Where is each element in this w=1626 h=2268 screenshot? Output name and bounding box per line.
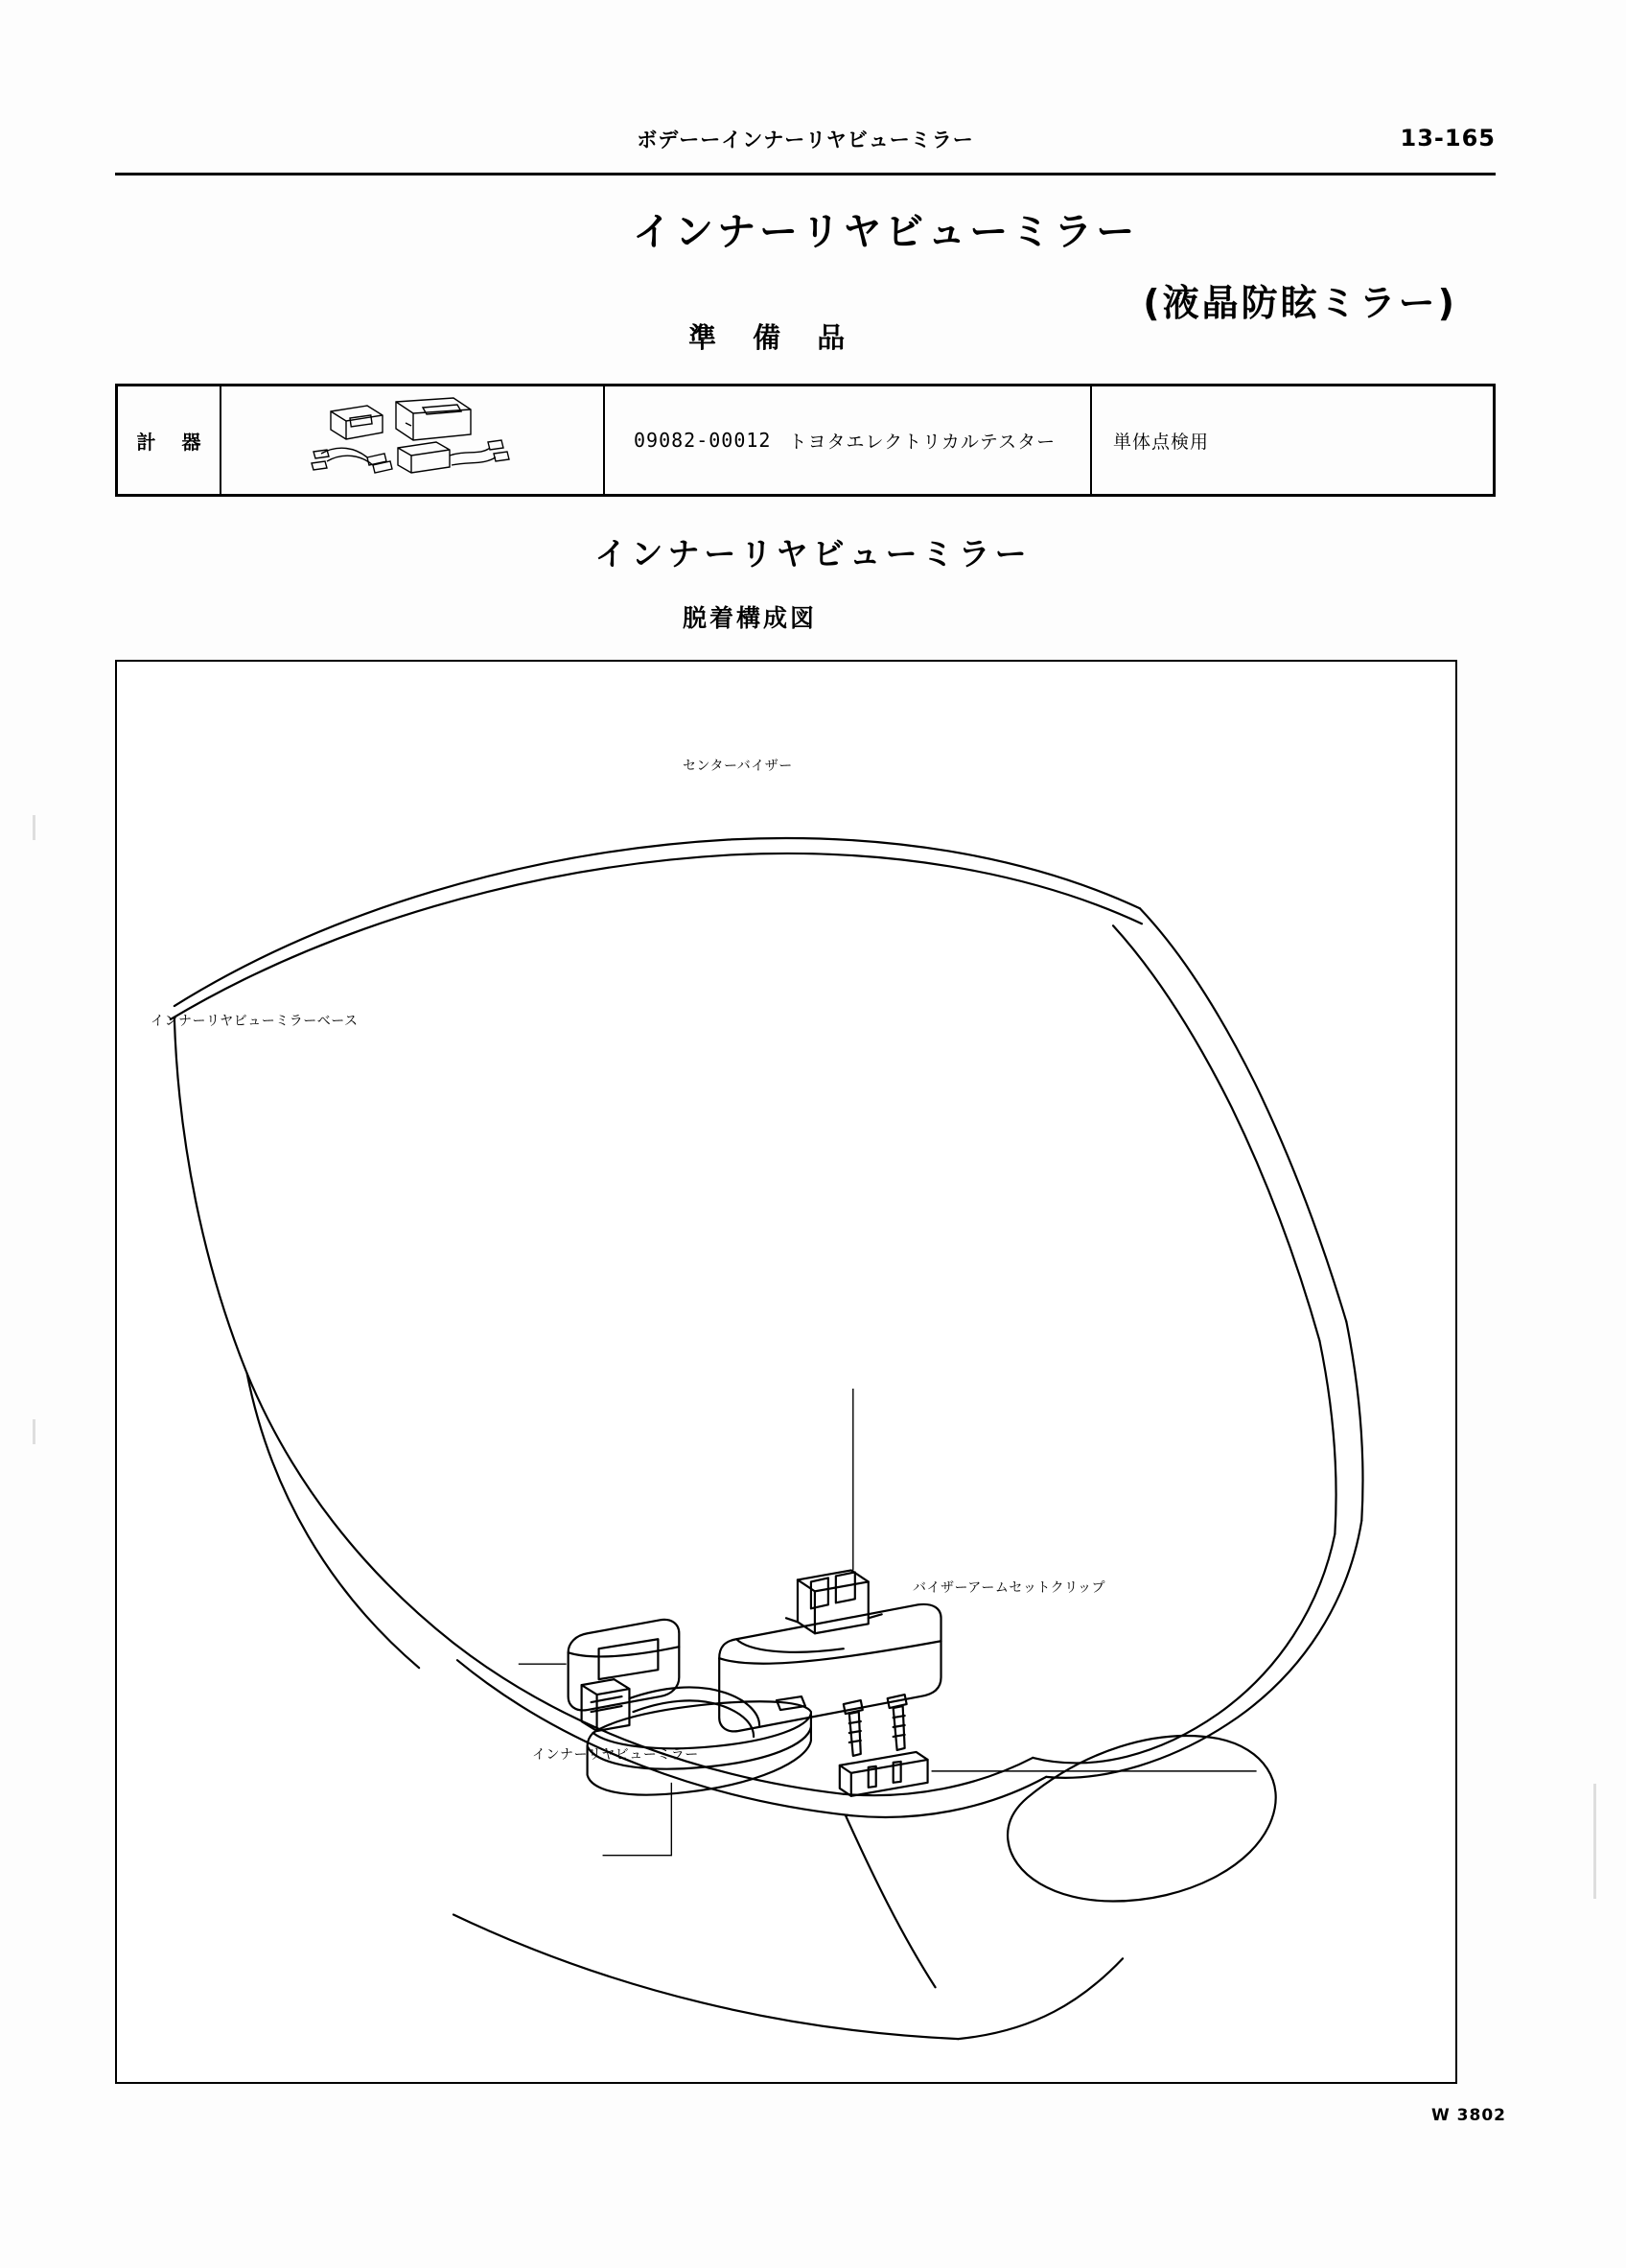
sst-usage-label: 単体点検用: [1113, 431, 1210, 453]
page-header: [115, 125, 1496, 169]
scan-edge-mark: [1593, 1784, 1596, 1899]
main-subtitle: (液晶防眩ミラー): [1143, 282, 1457, 324]
callout-inner-rear-view-mirror: インナーリヤビューミラー: [532, 1747, 699, 1763]
figure-code: W 3802: [1431, 2106, 1506, 2125]
sst-category-label: 計 器: [136, 430, 211, 454]
vehicle-interior-illustration: [117, 662, 1455, 2082]
sst-part-cell: [605, 386, 1092, 494]
callout-center-visor: センターバイザー: [683, 759, 793, 774]
header-divider: [115, 173, 1496, 175]
main-title: インナーリヤビューミラー: [633, 210, 1139, 254]
preparation-label: 準 備 品: [688, 321, 859, 354]
sst-table: [115, 384, 1496, 497]
section-title: インナーリヤビューミラー: [594, 535, 1032, 573]
figure-diagram: [115, 660, 1457, 2084]
sst-part-number: 09082-00012: [634, 429, 772, 452]
sst-icon-cell: [221, 386, 605, 494]
callout-mirror-base: インナーリヤビューミラーベース: [151, 1014, 359, 1029]
page-number: 13-165: [1400, 125, 1496, 152]
callout-visor-arm-clip: バイザーアームセットクリップ: [913, 1580, 1106, 1596]
sst-category-cell: [118, 386, 221, 494]
section-subtitle: 脱着構成図: [683, 604, 818, 632]
sst-tool-kit-icon: [292, 394, 532, 486]
sst-part-name: トヨタエレクトリカルテスター: [788, 431, 1057, 453]
scan-edge-mark: [33, 815, 35, 840]
header-title: ボデーーインナーリヤビューミラー: [637, 129, 974, 152]
scan-edge-mark: [33, 1419, 35, 1444]
sst-usage-cell: [1092, 386, 1493, 494]
leader-lines: [519, 1389, 1257, 1856]
